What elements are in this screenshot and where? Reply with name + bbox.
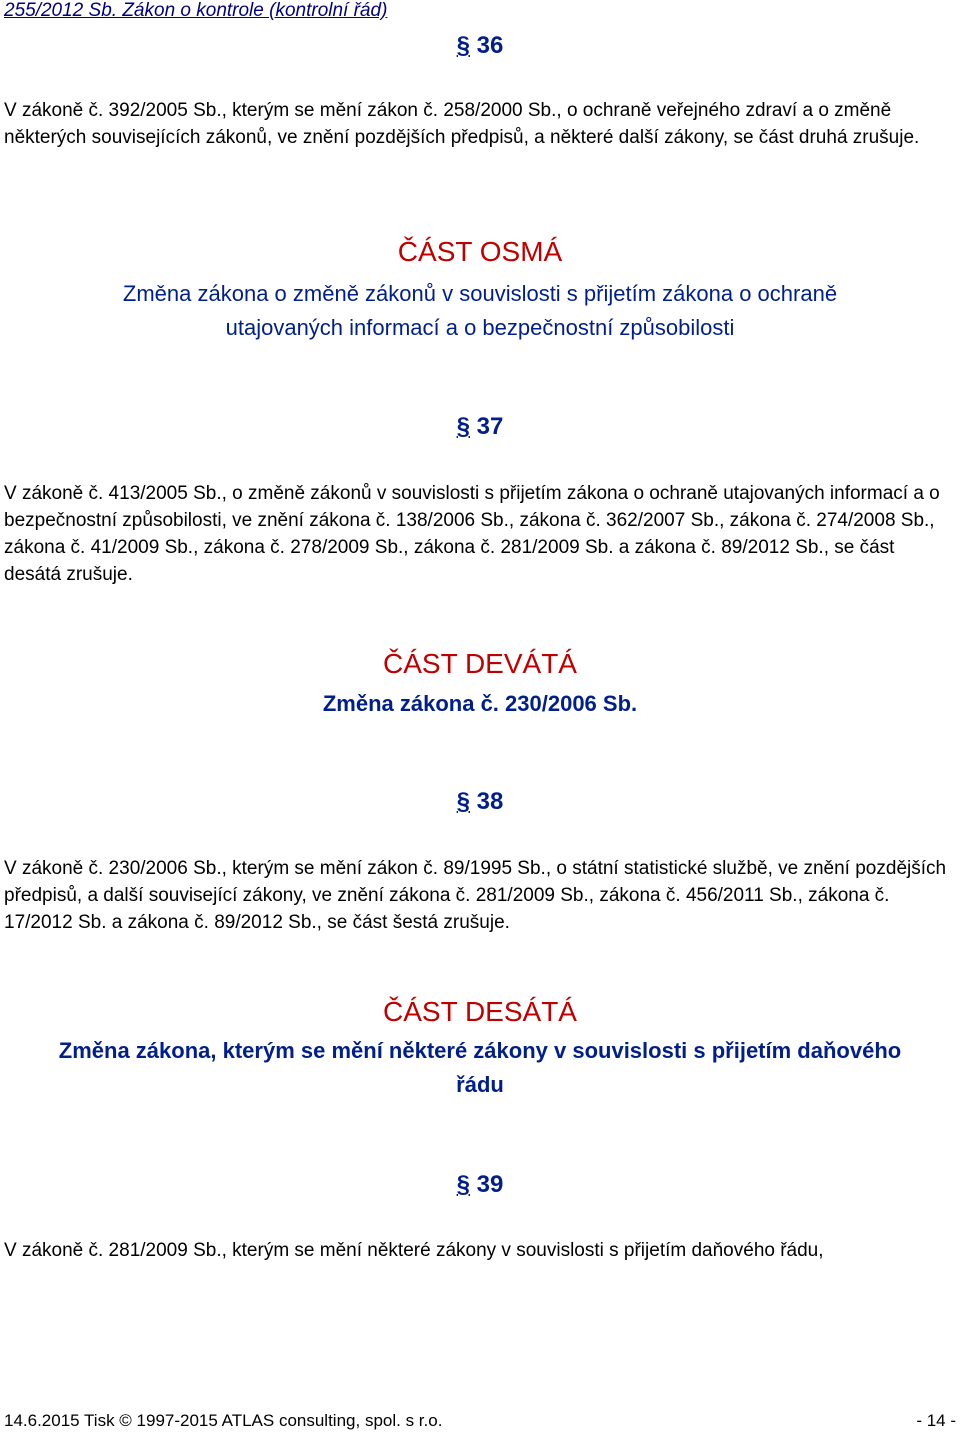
part-8-subtitle-line-1: Změna zákona o změně zákonů v souvislosti s přijetím zákona o ochraně <box>122 281 838 306</box>
document-title-link[interactable]: 255/2012 Sb. Zákon o kontrole (kontrolní řád) <box>4 0 388 21</box>
paragraph-39-text: V zákoně č. 281/2009 Sb., kterým se mění některé zákony v souvislosti s přijetím daňového řádu, <box>4 1240 824 1261</box>
part-8-subtitle-line-2: utajovaných informací a o bezpečnostní způsobilosti <box>225 315 735 340</box>
paragraph-37-text: V zákoně č. 413/2005 Sb., o změně zákonů v souvislosti s přijetím zákona o ochraně utajovaných informací a o bezpečnostní způsobilosti, ve znění zákona č. 138/2006 Sb., zákona č. 362/2007 Sb., zákona č. 274/2008 Sb., zákona č. 41/2009 Sb., zákona č. 278/2009 Sb., zákona č. 281/2009 Sb. a zákona č. 89/2012 Sb., se část desátá zrušuje. <box>4 483 940 585</box>
paragraph-38-heading <box>0 788 960 816</box>
paragraph-number: 37 <box>476 413 504 440</box>
paragraph-38-text: V zákoně č. 230/2006 Sb., kterým se mění zákon č. 89/1995 Sb., o státní statistické službě, ve znění pozdějších předpisů, a další související zákony, ve znění zákona č. 281/2009 Sb., zákona č. 456/2011 Sb., zákona č. 17/2012 Sb. a zákona č. 89/2012 Sb., se část šestá zrušuje. <box>4 858 947 933</box>
paragraph-symbol: § <box>456 788 470 815</box>
part-10-title: ČÁST DESÁTÁ <box>383 996 577 1027</box>
part-8-title: ČÁST OSMÁ <box>397 236 563 267</box>
paragraph-36-heading <box>0 32 960 60</box>
paragraph-number: 39 <box>476 1171 504 1198</box>
part-10-subtitle-line-2: řádu <box>456 1072 504 1097</box>
paragraph-symbol: § <box>456 32 470 59</box>
paragraph-number: 36 <box>476 32 504 59</box>
paragraph-number: 38 <box>476 788 504 815</box>
paragraph-symbol: § <box>456 413 470 440</box>
page-number: - 14 - <box>916 1411 956 1430</box>
page-footer <box>4 1411 956 1431</box>
paragraph-39-heading <box>0 1171 960 1199</box>
paragraph-37-heading <box>0 413 960 441</box>
footer-copyright: 14.6.2015 Tisk © 1997-2015 ATLAS consulting, spol. s r.o. <box>4 1411 443 1430</box>
part-9-title: ČÁST DEVÁTÁ <box>383 648 577 679</box>
part-10-subtitle-line-1: Změna zákona, kterým se mění některé zákony v souvislosti s přijetím daňového <box>58 1038 902 1063</box>
paragraph-symbol: § <box>456 1171 470 1198</box>
paragraph-36-text: V zákoně č. 392/2005 Sb., kterým se mění zákon č. 258/2000 Sb., o ochraně veřejného zdraví a o změně některých souvisejících zákonů, ve znění pozdějších předpisů, a některé další zákony, se část druhá zrušuje. <box>4 100 920 148</box>
part-9-subtitle: Změna zákona č. 230/2006 Sb. <box>322 691 638 716</box>
